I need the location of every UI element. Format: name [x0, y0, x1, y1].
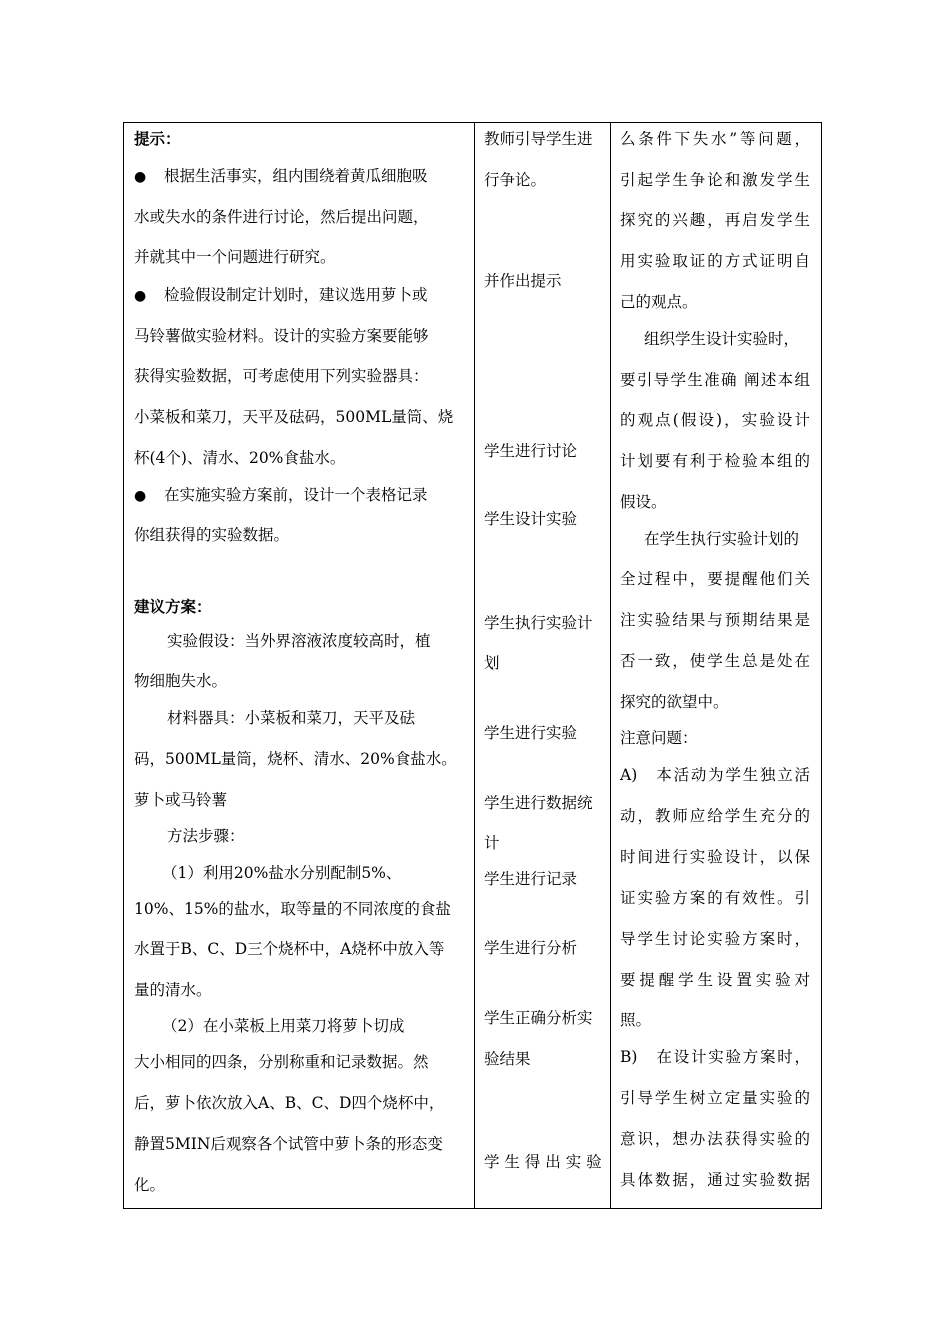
- bullet-icon: ●: [134, 169, 147, 185]
- text-line: 学生进行数据统: [484, 794, 593, 812]
- text-line: 用实验取证的方式证明自: [620, 252, 810, 270]
- text-line: 方法步骤：: [167, 827, 245, 845]
- text-line: 码，500ML量筒，烧杯、清水、20%食盐水。: [134, 750, 457, 768]
- plan-heading: 建议方案：: [134, 597, 212, 616]
- text-line: 划: [484, 654, 500, 672]
- text-line: 获得实验数据，可考虑使用下列实验器具：: [134, 367, 429, 385]
- text-line: 的观点(假设)，实验设计: [620, 411, 810, 429]
- text-line: 否一致，使学生总是处在: [620, 652, 810, 670]
- text-line: 水置于B、C、D三个烧杯中，A烧杯中放入等: [134, 940, 445, 958]
- text-line: 教师引导学生进: [484, 130, 593, 148]
- text-line: 并就其中一个问题进行研究。: [134, 248, 336, 266]
- text-line: 水或失水的条件进行讨论，然后提出问题，: [134, 208, 429, 226]
- tips-heading: 提示：: [134, 129, 181, 148]
- column-content: [124, 123, 474, 1208]
- text-line: 注意问题：: [620, 729, 698, 747]
- text-line: 化。: [134, 1176, 166, 1194]
- text-line: 计: [484, 834, 500, 852]
- text-line: 时间进行实验设计，以保: [620, 848, 810, 866]
- text-line: 杯(4个)、清水、20%食盐水。: [134, 449, 346, 467]
- content-table: [123, 122, 822, 1209]
- text-line: 学生进行分析: [484, 939, 578, 957]
- text-line: 计划要有利于检验本组的: [620, 452, 810, 470]
- text-line: 学生正确分析实: [484, 1009, 593, 1027]
- text-line: 全过程中，要提醒他们关: [620, 570, 810, 588]
- text-line: （1）利用20%盐水分别配制5%、: [162, 864, 402, 882]
- text-line: 照。: [620, 1011, 652, 1029]
- text-line: 导学生讨论实验方案时，: [620, 930, 810, 948]
- text-line: 量的清水。: [134, 981, 212, 999]
- text-line: 材料器具：小菜板和菜刀，天平及砝: [167, 709, 416, 727]
- text-line: 行争论。: [484, 171, 547, 189]
- text-line: 注实验结果与预期结果是: [620, 611, 810, 629]
- text-line: （2）在小菜板上用菜刀将萝卜切成: [162, 1017, 405, 1035]
- text-line: 萝卜或马铃薯: [134, 791, 228, 809]
- text-line: 引起学生争论和激发学生: [620, 171, 810, 189]
- text-line: 己的观点。: [620, 293, 698, 311]
- text-line: 探究的欲望中。: [620, 693, 729, 711]
- text-line: 学生进行实验: [484, 724, 578, 742]
- text-line: 后，萝卜依次放入A、B、C、D四个烧杯中，: [134, 1094, 445, 1112]
- text-line: 并作出提示: [484, 272, 562, 290]
- text-line: 意识，想办法获得实验的: [620, 1130, 810, 1148]
- text-line: 证实验方案的有效性。引: [620, 889, 810, 907]
- text-line: 验结果: [484, 1050, 531, 1068]
- text-line: 10%、15%的盐水，取等量的不同浓度的食盐: [134, 900, 451, 918]
- text-line: 具体数据，通过实验数据: [620, 1171, 810, 1189]
- text-line: 大小相同的四条，分别称重和记录数据。然: [134, 1053, 429, 1071]
- list-item: ● 根据生活事实，组内围绕着黄瓜细胞吸: [134, 167, 428, 185]
- text-line: 学 生 得 出 实 验: [484, 1153, 602, 1171]
- text-line: 么条件下失水”等问题，: [620, 130, 810, 148]
- column-notes: [611, 123, 821, 1208]
- text-line: 学生执行实验计: [484, 614, 593, 632]
- text-line: 静置5MIN后观察各个试管中萝卜条的形态变: [134, 1135, 443, 1153]
- text-line: B) 在设计实验方案时，: [620, 1048, 810, 1066]
- column-activity: [475, 123, 610, 1208]
- text-line: A) 本活动为学生独立活: [620, 766, 810, 784]
- text-line: 马铃薯做实验材料。设计的实验方案要能够: [134, 327, 429, 345]
- bullet-icon: ●: [134, 488, 147, 504]
- text-line: 探究的兴趣，再启发学生: [620, 211, 810, 229]
- text-line: 实验假设：当外界溶液浓度较高时，植: [167, 632, 431, 650]
- text-line: 小菜板和菜刀，天平及砝码，500ML量筒、烧: [134, 408, 454, 426]
- bullet-icon: ●: [134, 288, 147, 304]
- list-item: ● 在实施实验方案前，设计一个表格记录: [134, 486, 428, 504]
- text-line: 引导学生树立定量实验的: [620, 1089, 810, 1107]
- text-line: 在学生执行实验计划的: [644, 530, 800, 548]
- text-line: 动，教师应给学生充分的: [620, 807, 810, 825]
- text-line: 学生进行记录: [484, 870, 578, 888]
- text-line: 物细胞失水。: [134, 672, 228, 690]
- text-line: 学生进行讨论: [484, 442, 578, 460]
- text-line: 要提醒学生设置实验对: [620, 971, 810, 989]
- text-line: 要引导学生准确 阐述本组: [620, 371, 810, 389]
- text-line: 学生设计实验: [484, 510, 578, 528]
- text-line: 假设。: [620, 493, 667, 511]
- text-line: 组织学生设计实验时，: [644, 330, 800, 348]
- list-item: ● 检验假设制定计划时，建议选用萝卜或: [134, 286, 428, 304]
- text-line: 你组获得的实验数据。: [134, 526, 290, 544]
